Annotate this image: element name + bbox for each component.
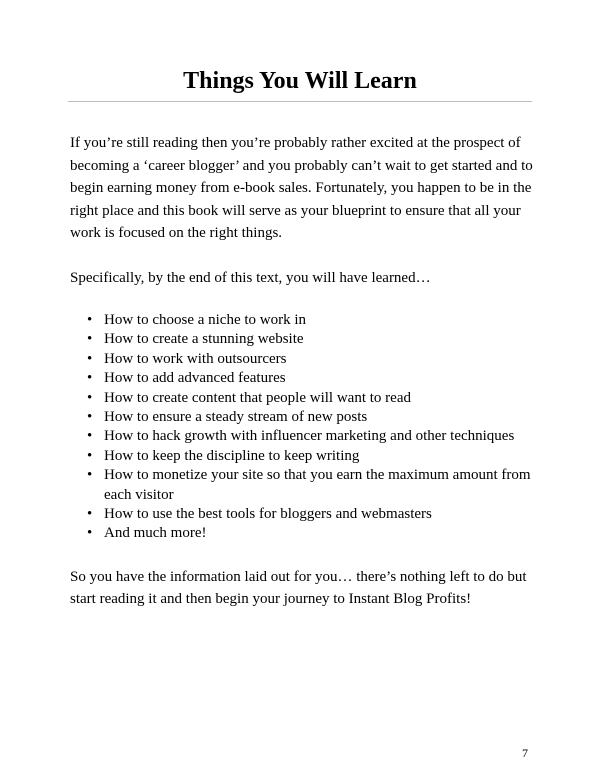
bullet-icon: • xyxy=(87,447,93,464)
list-item xyxy=(70,408,540,427)
bullet-icon: • xyxy=(87,370,93,387)
learning-list xyxy=(70,311,540,544)
list-item xyxy=(70,330,540,349)
list-item xyxy=(70,447,540,466)
list-item xyxy=(70,466,540,505)
lead-in-paragraph: Specifically, by the end of this text, you will have learned… xyxy=(70,269,431,286)
page-title: Things You Will Learn xyxy=(183,68,417,94)
list-item xyxy=(70,369,540,388)
list-item xyxy=(70,350,540,369)
intro-paragraph: If you’re still reading then you’re probably rather excited at the prospect of becoming a ‘career blogger’ and you probably can’t wait to get started and to begin earning money from e-book sales. Fortunately, you happen to be in the right place and this book will serve as your blueprint to ensure that all your work is focused on the right things. xyxy=(70,135,533,241)
bullet-icon: • xyxy=(87,331,93,348)
list-item xyxy=(70,427,540,446)
bullet-icon: • xyxy=(87,428,93,445)
list-item-text: How to choose a niche to work in xyxy=(104,312,307,328)
page-content xyxy=(70,132,540,611)
list-item-text: How to keep the discipline to keep writing xyxy=(104,447,360,464)
list-item-text: And much more! xyxy=(104,525,207,542)
bullet-icon: • xyxy=(87,389,93,406)
bullet-icon: • xyxy=(87,409,93,426)
list-item xyxy=(70,524,540,543)
title-divider xyxy=(68,101,532,102)
list-item-text: How to add advanced features xyxy=(104,370,286,387)
list-item xyxy=(70,505,540,524)
list-item-text: How to hack growth with influencer marketing and other techniques xyxy=(104,428,515,445)
list-item xyxy=(70,311,540,330)
bullet-icon: • xyxy=(87,312,93,328)
list-item-text: How to create a stunning website xyxy=(104,331,304,348)
closing-paragraph: So you have the information laid out for you… there’s nothing left to do but start reading it and then begin your journey to Instant Blog Profits! xyxy=(70,568,527,608)
list-item-text: How to monetize your site so that you earn the maximum amount from each visitor xyxy=(104,467,531,503)
list-item-text: How to use the best tools for bloggers and webmasters xyxy=(104,506,432,523)
bullet-icon: • xyxy=(87,467,93,484)
bullet-icon: • xyxy=(87,525,93,542)
bullet-icon: • xyxy=(87,506,93,523)
list-item xyxy=(70,389,540,408)
page-number: 7 xyxy=(522,746,528,760)
list-item-text: How to work with outsourcers xyxy=(104,350,287,367)
bullet-icon: • xyxy=(87,350,93,367)
list-item-text: How to create content that people will want to read xyxy=(104,389,411,406)
list-item-text: How to ensure a steady stream of new posts xyxy=(104,409,368,426)
